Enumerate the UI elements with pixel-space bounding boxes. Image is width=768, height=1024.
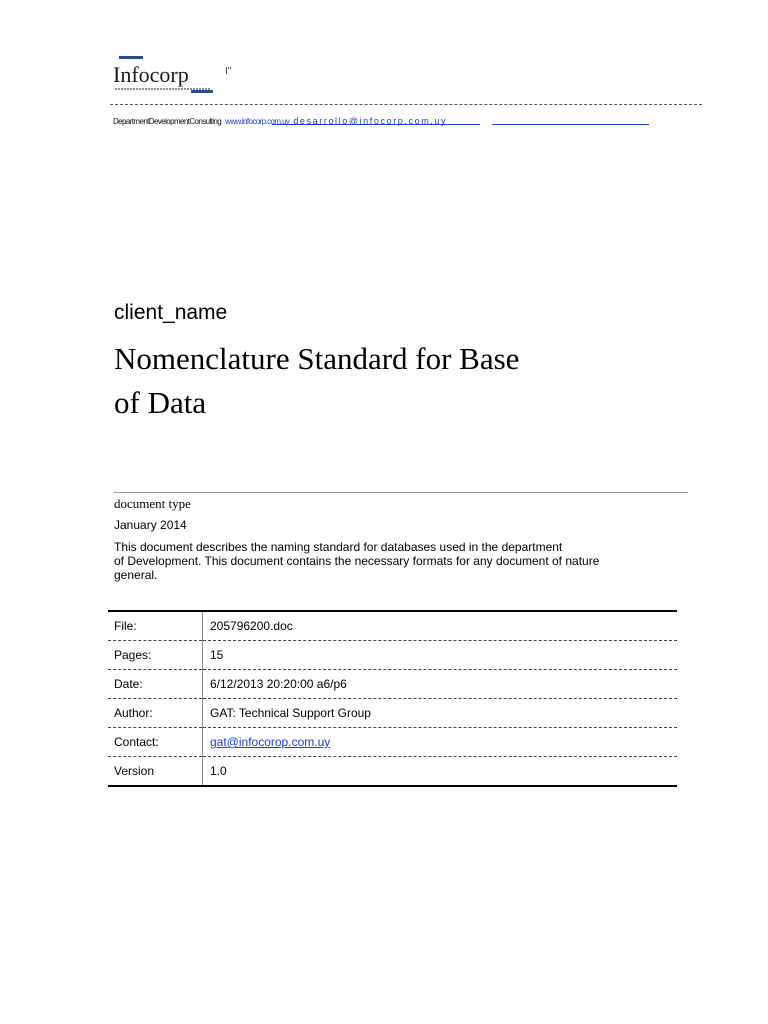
table-row <box>108 699 677 728</box>
meta-key: Author: <box>108 699 203 728</box>
logo-mark: I" <box>225 66 232 77</box>
email-underline <box>272 124 480 125</box>
document-date: January 2014 <box>114 518 187 532</box>
client-name: client_name <box>114 301 228 324</box>
logo-text: Infocorp <box>113 62 189 87</box>
contact-email-link[interactable]: gat@infocorop.com.uy <box>210 735 331 749</box>
title-line-1: Nomenclature Standard for Base <box>114 341 520 376</box>
table-row <box>108 757 677 787</box>
description-line-1: This document describes the naming standard for databases used in the department <box>114 540 563 554</box>
table-row <box>108 611 677 641</box>
header-email-link[interactable]: desarrollo@infocorp.com.uy <box>293 116 448 126</box>
header-department: DepartmentDevelopmentConsulting <box>113 117 222 126</box>
meta-key: Version <box>108 757 203 787</box>
document-title <box>114 337 614 425</box>
infocorp-logo <box>113 56 243 96</box>
section-rule <box>114 492 688 493</box>
document-description <box>114 540 644 582</box>
title-line-2: of Data <box>114 385 207 420</box>
header-divider <box>110 104 702 105</box>
header-website-link[interactable]: www.infocorp.com.uy <box>225 117 290 126</box>
logo-accent-bar-bottom <box>191 90 213 93</box>
meta-value: 205796200.doc <box>210 619 293 633</box>
table-row <box>108 641 677 670</box>
document-metadata-table <box>108 610 677 787</box>
blank-link-underline <box>492 124 649 125</box>
description-line-3: general. <box>114 568 158 582</box>
logo-accent-bar <box>119 56 143 59</box>
meta-key: Pages: <box>108 641 203 670</box>
table-row <box>108 728 677 757</box>
meta-key: Contact: <box>108 728 203 757</box>
meta-value: GAT: Technical Support Group <box>203 699 678 728</box>
meta-value: 15 <box>203 641 678 670</box>
meta-value <box>203 728 678 757</box>
meta-key: File: <box>108 611 203 641</box>
meta-key: Date: <box>108 670 203 699</box>
document-type: document type <box>114 496 191 511</box>
meta-value: 1.0 <box>203 757 678 787</box>
meta-value: 6/12/2013 20:20:00 a6/p6 <box>203 670 678 699</box>
description-line-2: of Development. This document contains the necessary formats for any document of nature <box>114 554 600 568</box>
table-row <box>108 670 677 699</box>
